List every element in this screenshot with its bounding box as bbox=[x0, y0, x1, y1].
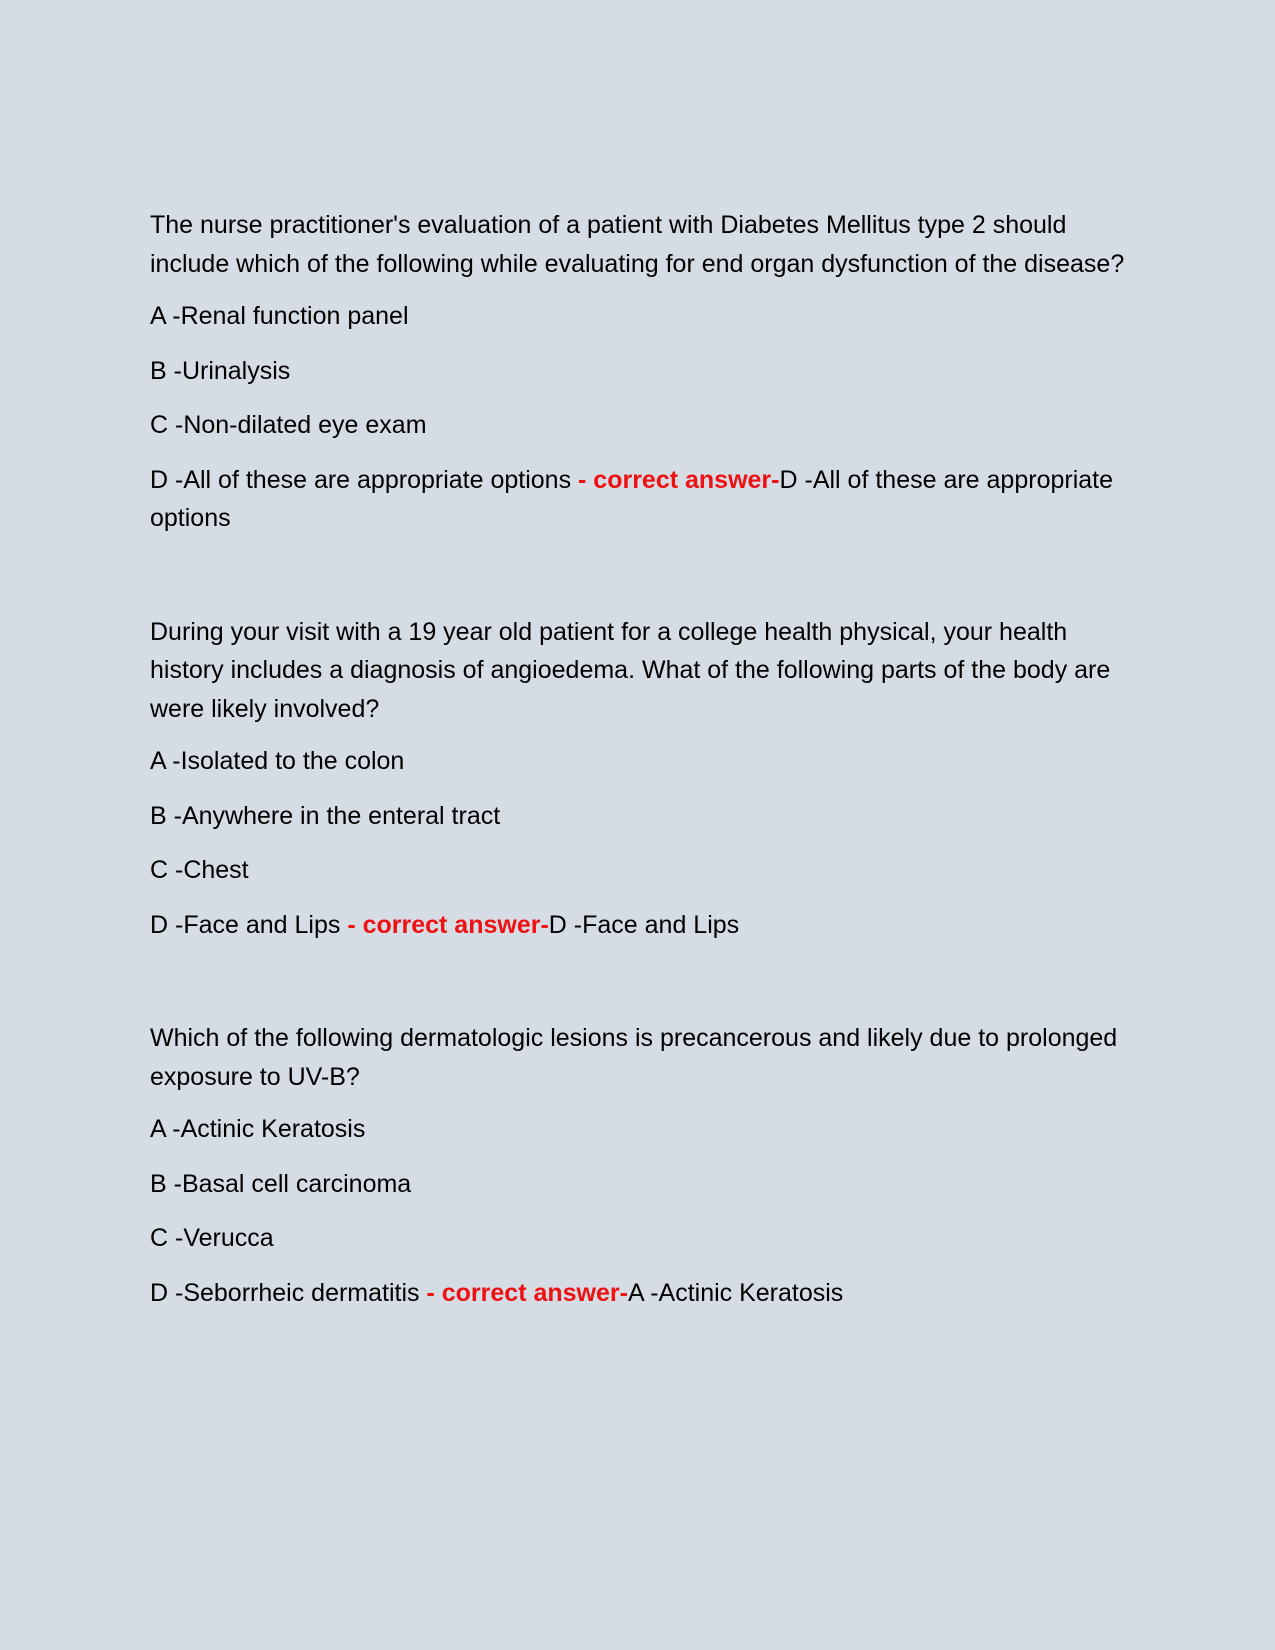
question-block-1 bbox=[150, 206, 1125, 538]
option-b: B -Urinalysis bbox=[150, 356, 291, 385]
option-b: B -Basal cell carcinoma bbox=[150, 1169, 412, 1198]
question-block-3 bbox=[150, 1019, 1125, 1312]
option-a: A -Renal function panel bbox=[150, 302, 409, 330]
option-d-with-answer bbox=[150, 906, 1125, 945]
option-c: C -Verucca bbox=[150, 1224, 274, 1252]
option-c: C -Chest bbox=[150, 856, 249, 884]
option-d-with-answer bbox=[150, 461, 1125, 538]
option-a: A -Isolated to the colon bbox=[150, 747, 405, 775]
question-text: The nurse practitioner's evaluation of a patient with Diabetes Mellitus type 2 should include which of the following while evaluating for end organ dysfunction of the disease? bbox=[150, 211, 1125, 278]
question-text: Which of the following dermatologic lesions is precancerous and likely due to prolonged exposure to UV-B? bbox=[150, 1024, 1118, 1091]
option-b: B -Anywhere in the enteral tract bbox=[150, 801, 501, 830]
correct-answer-text: D -All of these are appropriate options bbox=[150, 465, 1114, 532]
question-text: During your visit with a 19 year old patient for a college health physical, your health history includes a diagnosis of angioedema. What of the following parts of the body are were likely involved? bbox=[150, 617, 1111, 723]
option-a: A -Actinic Keratosis bbox=[150, 1115, 366, 1143]
correct-answer-label: - correct answer- bbox=[571, 465, 780, 494]
correct-answer-text: D -Face and Lips bbox=[548, 910, 740, 939]
option-c: C -Non-dilated eye exam bbox=[150, 411, 427, 439]
question-block-2 bbox=[150, 613, 1125, 945]
option-d: D -All of these are appropriate options bbox=[150, 465, 572, 494]
option-d: D -Face and Lips bbox=[150, 910, 341, 939]
correct-answer-label: - correct answer- bbox=[340, 910, 549, 939]
correct-answer-text: A -Actinic Keratosis bbox=[627, 1278, 844, 1307]
option-d: D -Seborrheic dermatitis bbox=[150, 1278, 420, 1307]
correct-answer-label: - correct answer- bbox=[419, 1278, 628, 1307]
option-d-with-answer bbox=[150, 1274, 1125, 1313]
